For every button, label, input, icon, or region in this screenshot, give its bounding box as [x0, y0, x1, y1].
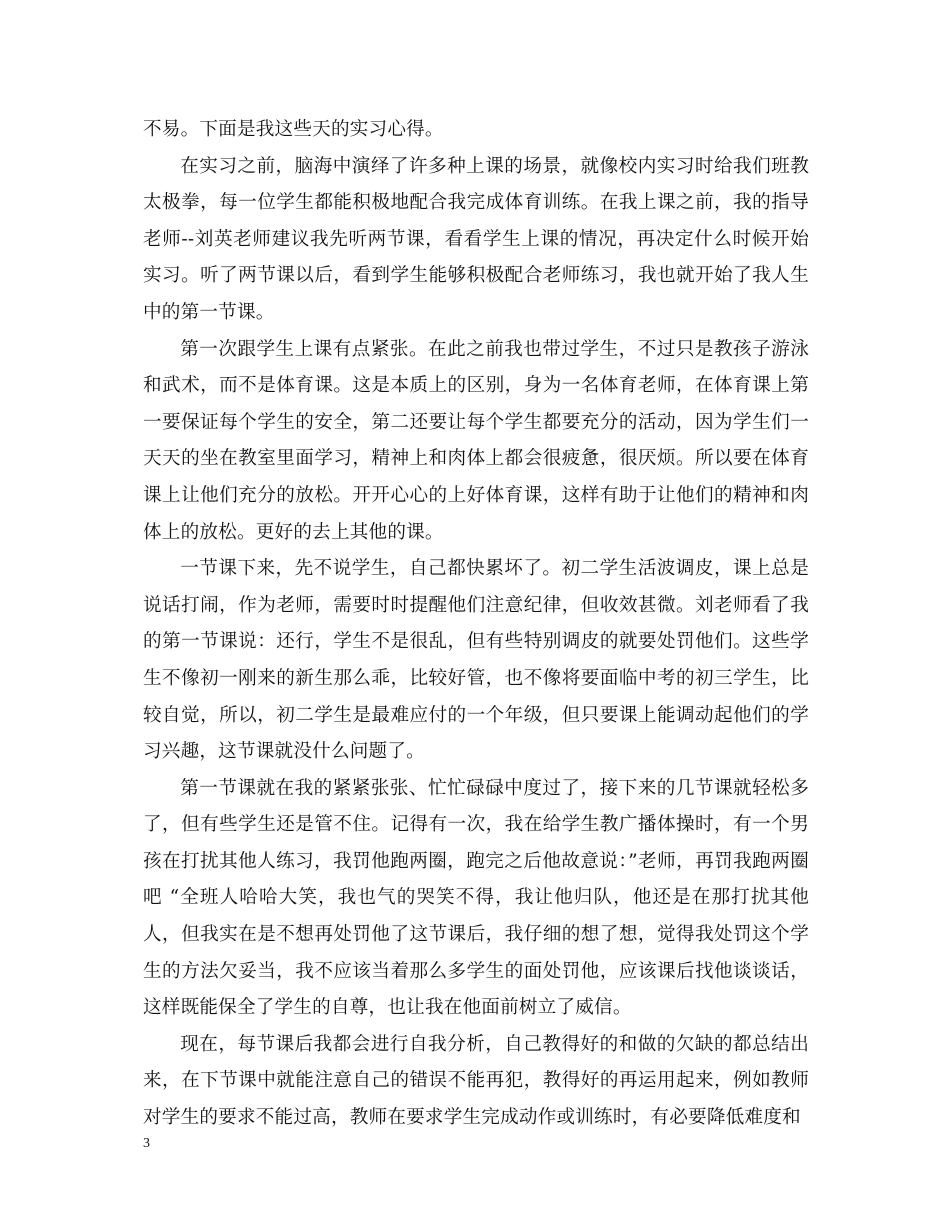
paragraph-5: 第一节课就在我的紧紧张张、忙忙碌碌中度过了，接下来的几节课就轻松多了，但有些学生还是管不住。记得有一次，我在给学生教广播体操时，有一个男孩在打扰其他人练习，我罚他跑两圈，跑完之后他故意说：”老师，再罚我跑两圈吧 “全班人哈哈大笑，我也气的哭笑不得，我让他归队，他还是在那打扰其他人，但我实在是不想再处罚他了这节课后，我仔细的想了想，觉得我处罚这个学生的方法欠妥当，我不应该当着那么多学生的面处罚他，应该课后找他谈谈话，这样既能保全了学生的自尊，也让我在他面前树立了威信。 — [143, 777, 809, 1019]
paragraph-4: 一节课下来，先不说学生，自己都快累坏了。初二学生活波调皮，课上总是说话打闹，作为老师，需要时时提醒他们注意纪律，但收效甚微。刘老师看了我的第一节课说：还行，学生不是很乱，但有些特别调皮的就要处罚他们。这些学生不像初一刚来的新生那么乖，比较好管，也不像将要面临中考的初三学生，比较自觉，所以，初二学生是最难应付的一个年级，但只要课上能调动起他们的学习兴趣，这节课就没什么问题了。 — [143, 558, 809, 763]
paragraph-2: 在实习之前，脑海中演绎了许多种上课的场景，就像校内实习时给我们班教太极拳，每一位学生都能积极地配合我完成体育训练。在我上课之前，我的指导老师--刘英老师建议我先听两节课，看看学生上课的情况，再决定什么时候开始实习。听了两节课以后，看到学生能够积极配合老师练习，我也就开始了我人生中的第一节课。 — [143, 155, 809, 323]
body-text — [143, 112, 809, 1137]
paragraph-3: 第一次跟学生上课有点紧张。在此之前我也带过学生，不过只是教孩子游泳和武术，而不是体育课。这是本质上的区别，身为一名体育老师，在体育课上第一要保证每个学生的安全，第二还要让每个学生都要充分的活动，因为学生们一天天的坐在教室里面学习，精神上和肉体上都会很疲惫，很厌烦。所以要在体育课上让他们充分的放松。开开心心的上好体育课，这样有助于让他们的精神和肉体上的放松。更好的去上其他的课。 — [143, 338, 809, 543]
page-number: 3 — [143, 1136, 150, 1151]
paragraph-6: 现在，每节课后我都会进行自我分析，自己教得好的和做的欠缺的都总结出来，在下节课中就能注意自己的错误不能再犯，教得好的再运用起来，例如教师对学生的要求不能过高，教师在要求学生完成动作或训练时，有必要降低难度和 — [143, 1033, 809, 1129]
paragraph-1: 不易。下面是我这些天的实习心得。 — [143, 119, 444, 140]
